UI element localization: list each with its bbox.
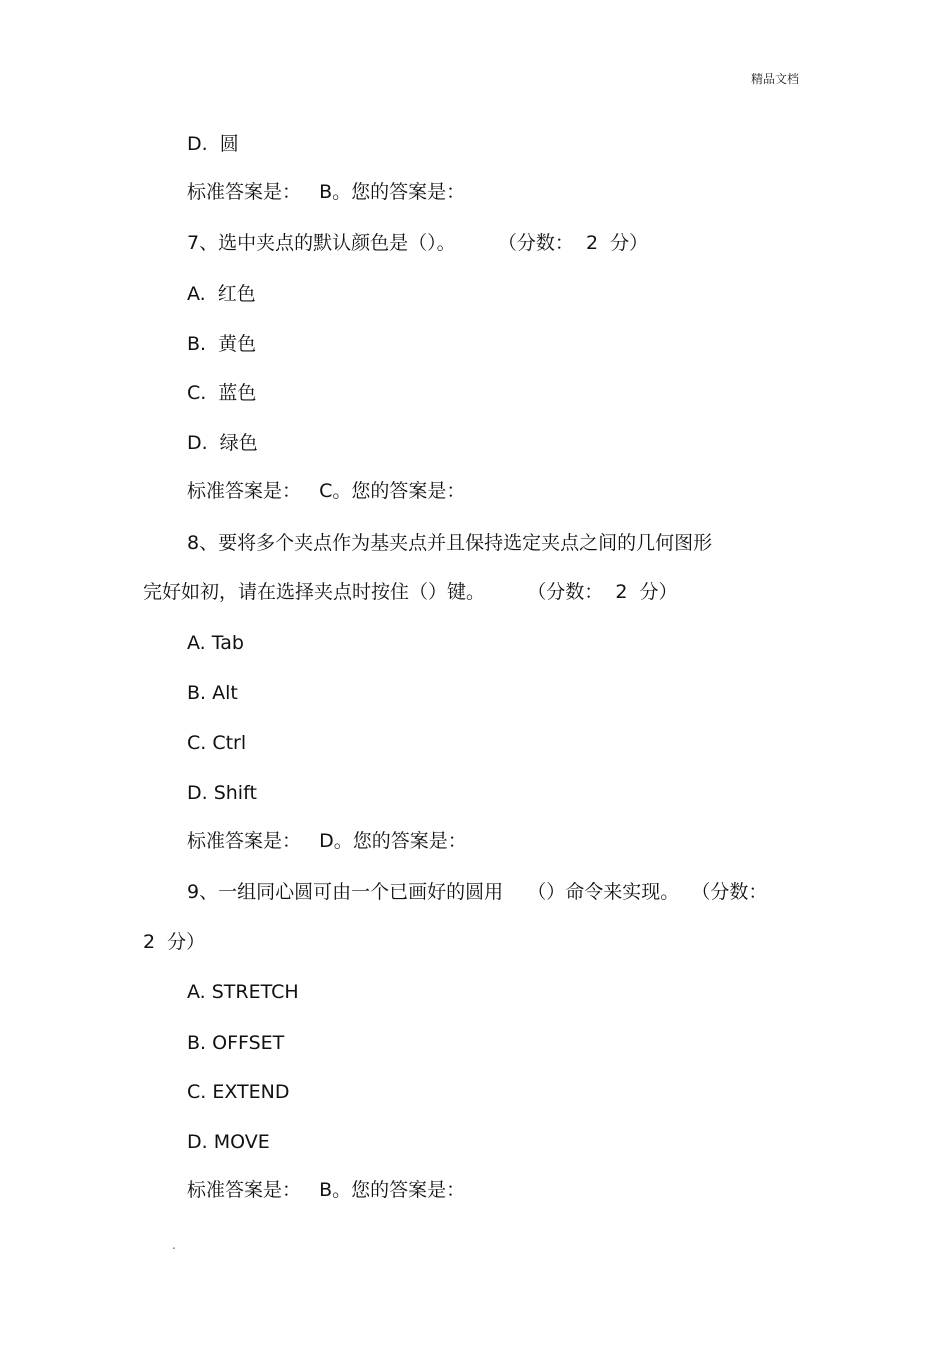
q8-option-a: A. Tab	[187, 632, 244, 654]
q9-question-line1: 9、一组同心圆可由一个已画好的圆用 （）命令来实现。 （分数：	[187, 881, 768, 903]
q9-question-line2: 2 分）	[143, 931, 206, 953]
q7-question: 7、选中夹点的默认颜色是（）。 （分数： 2 分）	[187, 232, 649, 254]
q9-option-d: D. MOVE	[187, 1131, 270, 1153]
q7-option-c: C. 蓝色	[187, 382, 257, 404]
q7-answer: 标准答案是： C。您的答案是：	[187, 480, 466, 502]
q9-option-c: C. EXTEND	[187, 1081, 290, 1103]
footer-mark: .	[172, 1238, 176, 1252]
q9-answer: 标准答案是： B。您的答案是：	[187, 1179, 466, 1201]
q8-option-b: B. Alt	[187, 682, 238, 704]
q8-answer: 标准答案是： D。您的答案是：	[187, 830, 467, 852]
q8-option-c: C. Ctrl	[187, 732, 247, 754]
q7-option-a: A. 红色	[187, 283, 256, 305]
q8-option-d: D. Shift	[187, 782, 257, 804]
q7-option-d: D. 绿色	[187, 432, 258, 454]
q6-option-d: D. 圆	[187, 133, 239, 155]
q9-option-a: A. STRETCH	[187, 981, 299, 1003]
q6-answer: 标准答案是： B。您的答案是：	[187, 181, 466, 203]
header-watermark: 精品文档	[751, 72, 800, 86]
q9-option-b: B. OFFSET	[187, 1032, 285, 1054]
q7-option-b: B. 黄色	[187, 333, 257, 355]
q8-question-line1: 8、要将多个夹点作为基夹点并且保持选定夹点之间的几何图形	[187, 532, 713, 554]
q8-question-line2: 完好如初，请在选择夹点时按住（）键。 （分数： 2 分）	[143, 581, 678, 603]
